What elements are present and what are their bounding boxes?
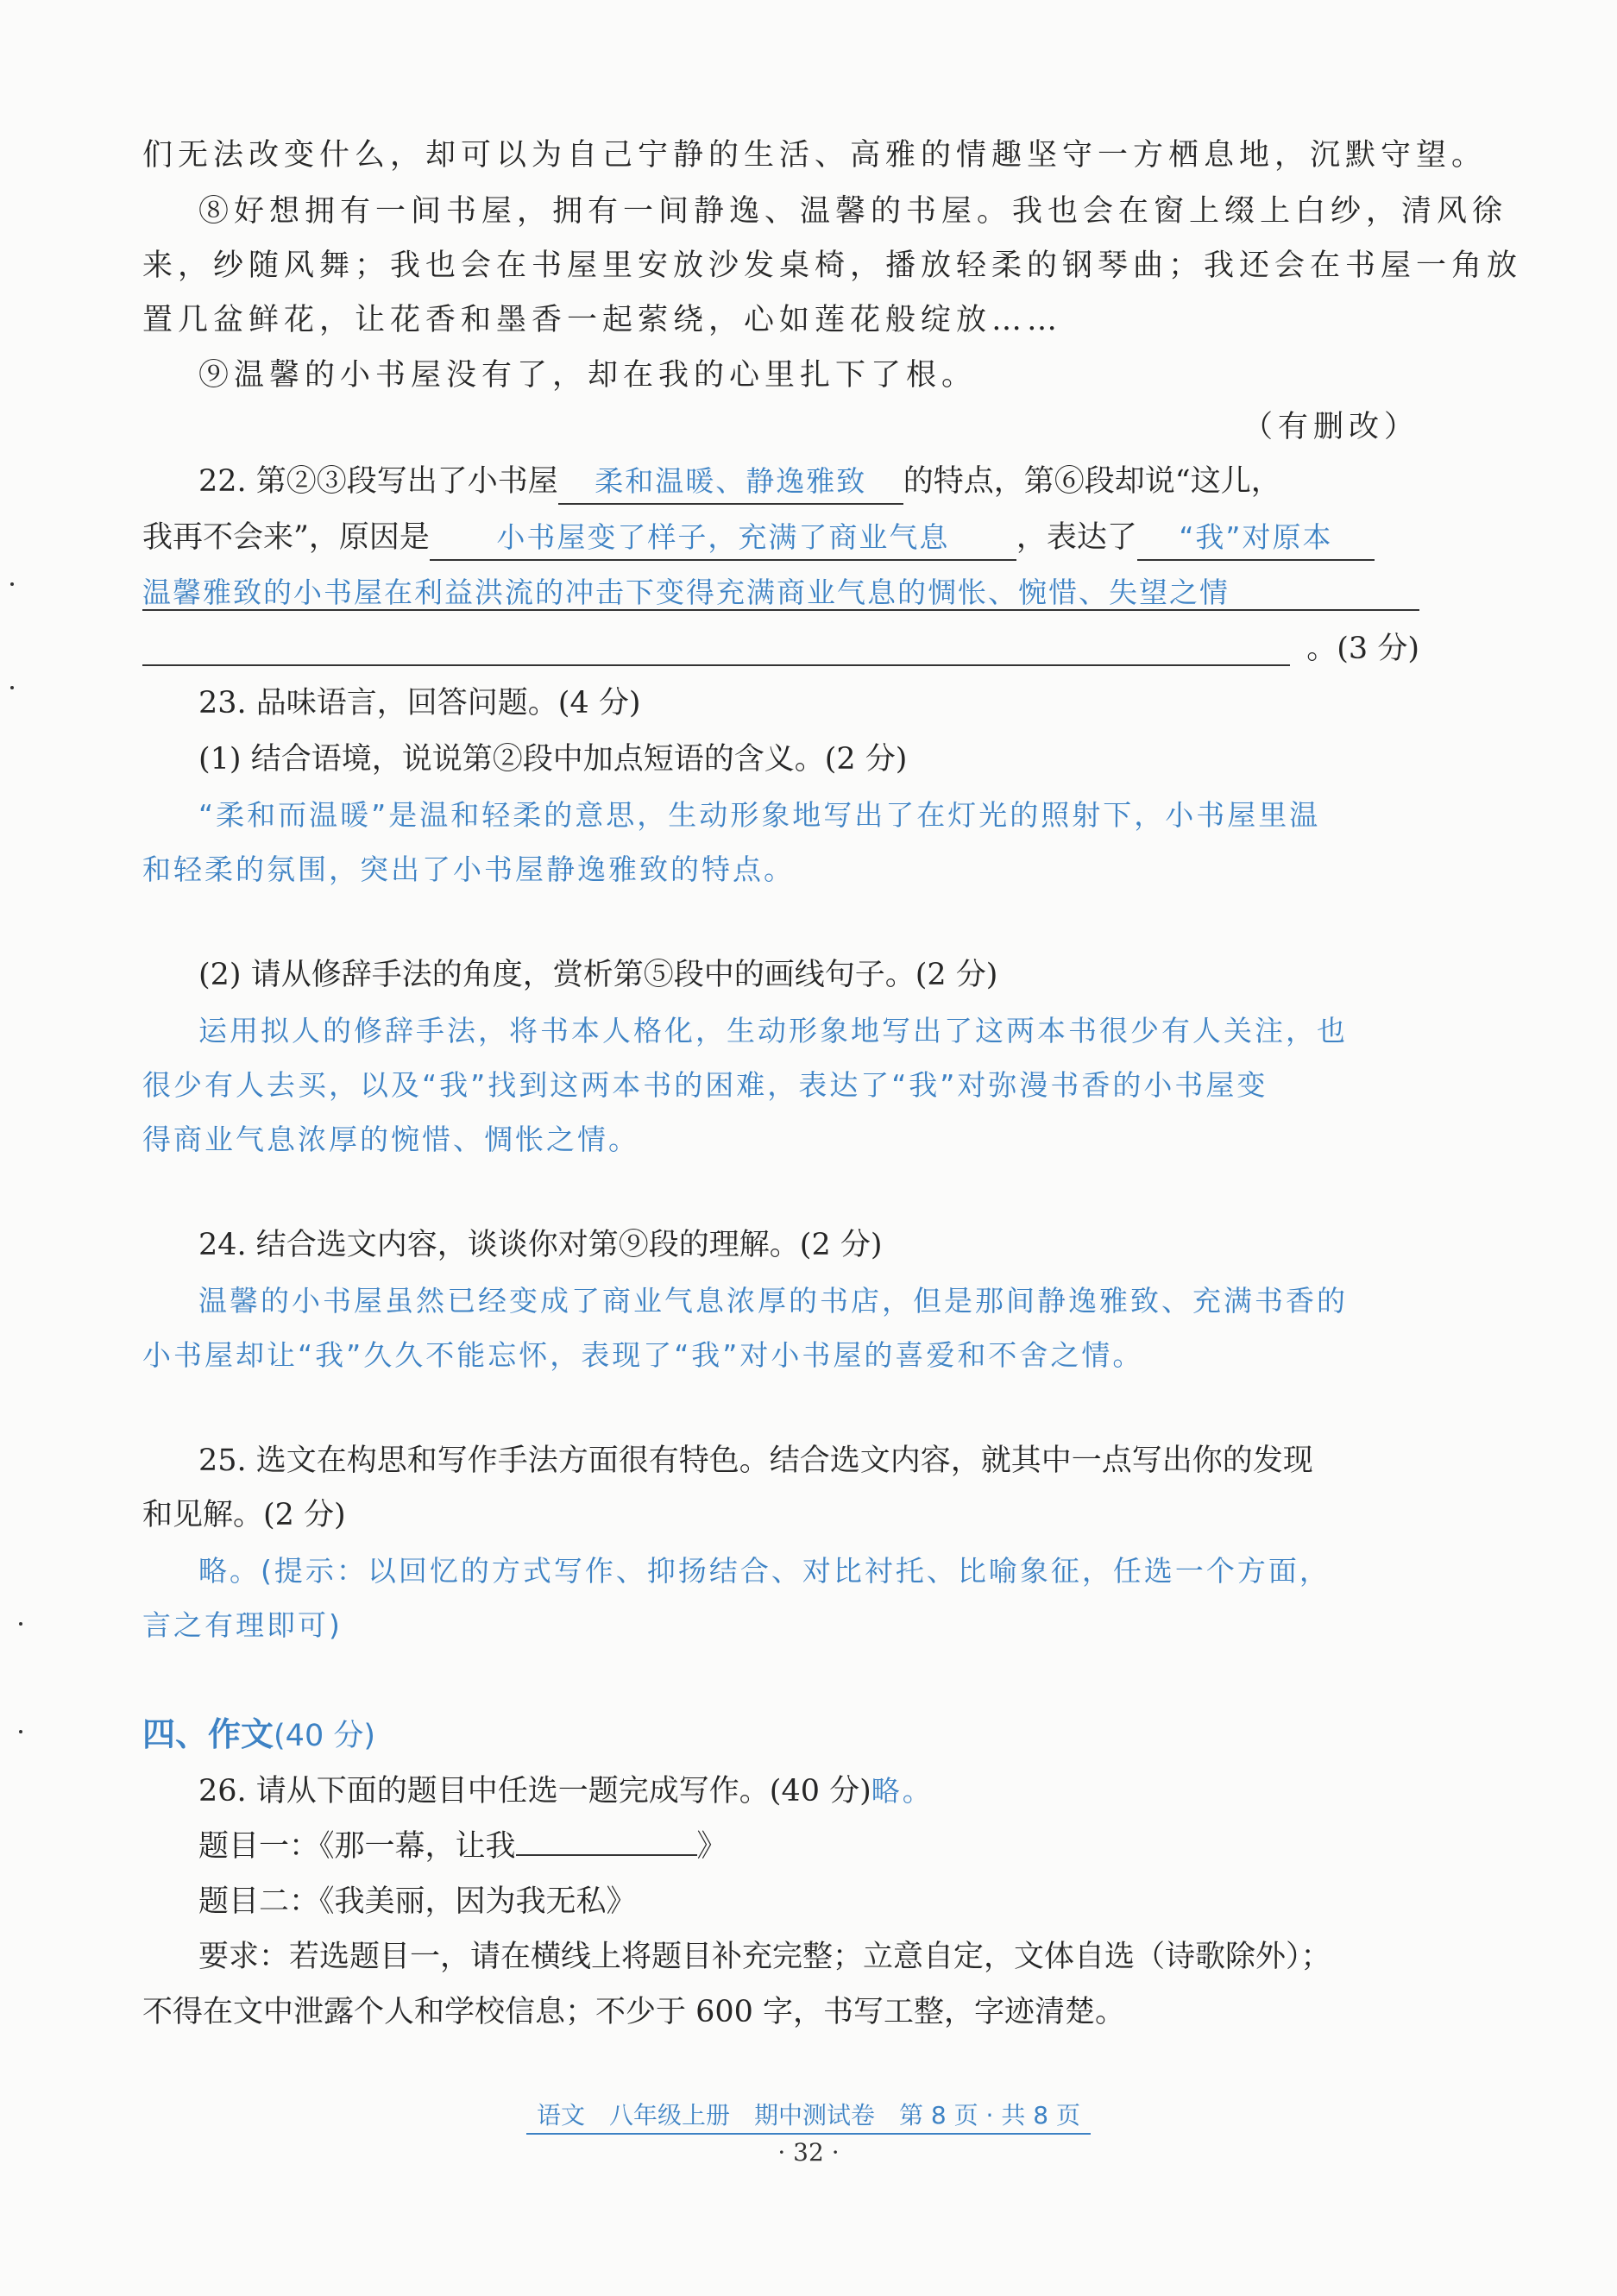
q22-text: 22. 第②③段写出了小书屋	[198, 464, 558, 499]
question-23-sub-2: (2) 请从修辞手法的角度，赏析第⑤段中的画线句子。(2 分)	[198, 958, 998, 992]
topic-1-end: 》	[696, 1829, 727, 1864]
section-points: (40 分)	[274, 1719, 375, 1753]
topic-1-text: 题目一：《那一幕，让我	[198, 1829, 516, 1864]
topic-2: 题目二：《我美丽，因为我无私》	[198, 1884, 637, 1919]
margin-mark	[19, 1730, 22, 1733]
q22-text: 的特点，第⑥段却说“这儿，	[903, 464, 1281, 499]
q22-answer-1: 柔和温暖、静逸雅致	[558, 460, 903, 505]
section-heading-composition	[142, 1713, 1419, 1758]
source-note: （有删改）	[1242, 410, 1419, 444]
page-number: · 32 ·	[777, 2138, 840, 2167]
q23-answer-2: 运用拟人的修辞手法，将书本人格化，生动形象地写出了这两本书很少有人关注，也	[198, 1014, 1348, 1047]
q23-answer-2: 很少有人去买，以及“我”找到这两本书的困难，表达了“我”对弥漫书香的小书屋变	[142, 1068, 1268, 1102]
q23-answer-1: “柔和而温暖”是温和轻柔的意思，生动形象地写出了在灯光的照射下，小书屋里温	[198, 798, 1321, 832]
question-24: 24. 结合选文内容，谈谈你对第⑨段的理解。(2 分)	[198, 1228, 883, 1262]
page-footer	[0, 2097, 1617, 2135]
passage-paragraph-8: ⑧好想拥有一间书屋，拥有一间静逸、温馨的书屋。我也会在窗上缀上白纱，清风徐	[198, 194, 1508, 229]
passage-paragraph-9: ⑨温馨的小书屋没有了，却在我的心里扎下了根。	[198, 358, 978, 393]
section-title: 四、作文	[142, 1715, 274, 1753]
q22-text: 我再不会来”，原因是	[142, 520, 430, 555]
q22-text: ，表达了	[1016, 520, 1137, 555]
margin-mark	[19, 1622, 22, 1626]
q26-text: 26. 请从下面的题目中任选一题完成写作。(40 分)	[198, 1774, 871, 1808]
requirements: 要求：若选题目一，请在横线上将题目补充完整；立意自定，文体自选（诗歌除外）；	[198, 1940, 1331, 1974]
q23-answer-1: 和轻柔的氛围，突出了小书屋静逸雅致的特点。	[142, 852, 795, 886]
question-25: 和见解。(2 分)	[142, 1498, 346, 1532]
question-22	[198, 460, 1419, 505]
q24-answer: 小书屋却让“我”久久不能忘怀，表现了“我”对小书屋的喜爱和不舍之情。	[142, 1338, 1144, 1372]
requirements: 不得在文中泄露个人和学校信息；不少于 600 字，书写工整，字迹清楚。	[142, 1995, 1126, 2029]
q25-answer: 言之有理即可)	[142, 1608, 343, 1642]
margin-mark	[10, 686, 14, 689]
question-22-line-2	[142, 516, 1419, 561]
question-23: 23. 品味语言，回答问题。(4 分)	[198, 686, 641, 720]
q22-answer-2: 小书屋变了样子，充满了商业气息	[430, 516, 1016, 561]
passage-line: 们无法改变什么，却可以为自己宁静的生活、高雅的情趣坚守一方栖息地，沉默守望。	[142, 138, 1488, 173]
q25-answer: 略。(提示：以回忆的方式写作、抑扬结合、对比衬托、比喻象征，任选一个方面，	[198, 1554, 1331, 1588]
passage-line: 来，纱随风舞；我也会在书屋里安放沙发桌椅，播放轻柔的钢琴曲；我还会在书屋一角放	[142, 248, 1523, 283]
topic-1-blank	[516, 1854, 697, 1856]
question-26	[198, 1770, 1419, 1813]
q24-answer: 温馨的小书屋虽然已经变成了商业气息浓厚的书店，但是那间静逸雅致、充满书香的	[198, 1284, 1348, 1318]
q26-answer: 略。	[871, 1774, 934, 1808]
q22-answer-3-continued: 温馨雅致的小书屋在利益洪流的冲击下变得充满商业气息的惆怅、惋惜、失望之情	[142, 576, 1230, 609]
question-23-sub-1: (1) 结合语境，说说第②段中加点短语的含义。(2 分)	[198, 742, 908, 777]
topic-1	[198, 1825, 1419, 1868]
passage-line: 置几盆鲜花，让花香和墨香一起萦绕，心如莲花般绽放……	[142, 303, 1063, 337]
question-25: 25. 选文在构思和写作手法方面很有特色。结合选文内容，就其中一点写出你的发现	[198, 1444, 1313, 1478]
answer-underline	[142, 609, 1419, 611]
q23-answer-2: 得商业气息浓厚的惋惜、惆怅之情。	[142, 1123, 639, 1156]
q22-answer-3: “我”对原本	[1137, 516, 1375, 561]
footer-text: 语文 八年级上册 期中测试卷 第 8 页 · 共 8 页	[526, 2097, 1091, 2135]
q22-score: 。(3 分)	[1306, 632, 1419, 666]
margin-mark	[10, 582, 14, 586]
